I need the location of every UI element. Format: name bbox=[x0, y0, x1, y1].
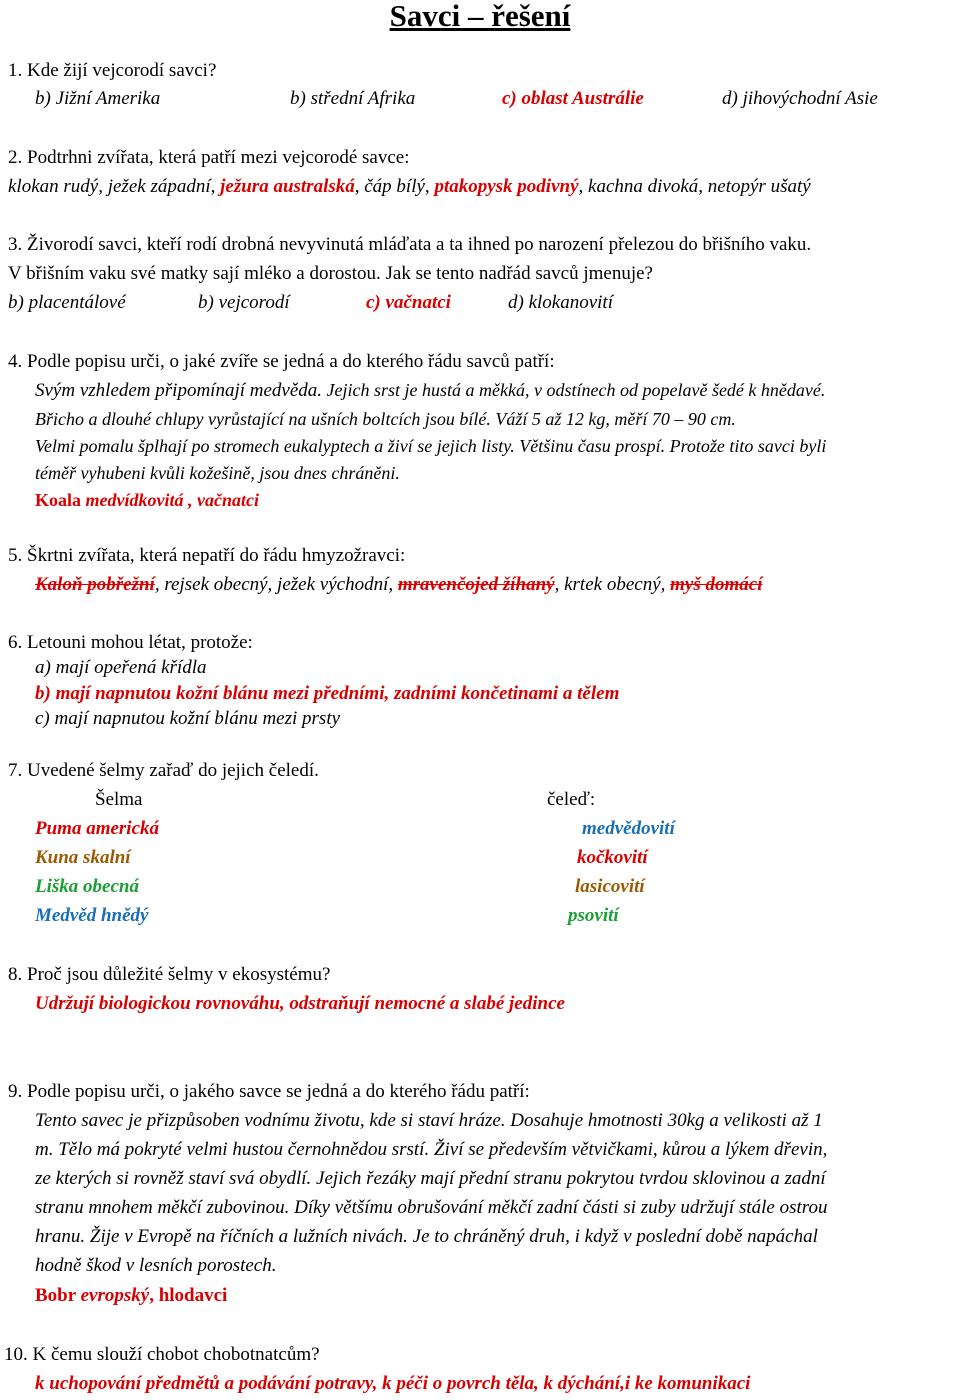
q4-answer: Koala medvídkovitá , vačnatci bbox=[35, 490, 259, 510]
q7-family-4: psovití bbox=[568, 905, 619, 926]
question-8: 8. Proč jsou důležité šelmy v ekosystému? bbox=[8, 964, 331, 985]
question-3-line-1: 3. Živorodí savci, kteří rodí drobná nevyvinutá mláďata a ta ihned po narození přelezou do břišního vaku. bbox=[8, 234, 812, 255]
q5-struck-1: Kaloň pobřežní bbox=[35, 574, 155, 595]
q3-option-2: b) vejcorodí bbox=[198, 292, 290, 313]
q9-description-3: ze kterých si rovněž staví svá obydlí. Jejich řezáky mají přední stranu pokrytou tvrdou sklovinou a zadní bbox=[35, 1168, 826, 1189]
question-7: 7. Uvedené šelmy zařaď do jejich čeledí. bbox=[8, 760, 319, 781]
question-3-line-2: V břišním vaku své matky sají mléko a dorostou. Jak se tento nadřád savců jmenuje? bbox=[8, 263, 653, 284]
q9-description-2: m. Tělo má pokryté velmi hustou černohnědou srstí. Živí se především větvičkami, kůrou a lýkem dřevin, bbox=[35, 1139, 828, 1160]
q4-description-1: Svým vzhledem připomínají medvěda. Jejich srst je hustá a měkká, v odstínech od popelavě šedé k hnědavé. bbox=[35, 380, 826, 401]
q3-option-4: d) klokanovití bbox=[508, 292, 613, 313]
q7-family-3: lasicovití bbox=[575, 876, 645, 897]
q1-option-2: b) střední Afrika bbox=[290, 88, 416, 109]
q9-description-1: Tento savec je přizpůsoben vodnímu životu, kde si staví hráze. Dosahuje hmotnosti 30kg a velikosti až 1 bbox=[35, 1110, 823, 1131]
question-6: 6. Letouni mohou létat, protože: bbox=[8, 632, 253, 653]
q7-animal-4: Medvěd hnědý bbox=[35, 905, 149, 926]
q2-answer-1: ježura australská bbox=[220, 176, 355, 197]
q1-option-1: b) Jižní Amerika bbox=[35, 88, 161, 109]
q7-animal-1: Puma americká bbox=[35, 818, 160, 839]
q9-description-5: hranu. Žije v Evropě na říčních a lužních nivách. Je to chráněný druh, i když v poslední době napáchal bbox=[35, 1226, 818, 1247]
q7-family-2: kočkovití bbox=[577, 847, 648, 868]
q4-description-3: Velmi pomalu šplhají po stromech eukalyptech a živí se jejich listy. Většinu času prospí. Protože tito savci byli bbox=[35, 436, 827, 456]
q2-animal-list: klokan rudý, ježek západní, ježura australská, čáp bílý, ptakopysk podivný, kachna divoká, netopýr ušatý bbox=[8, 176, 811, 197]
question-4: 4. Podle popisu urči, o jaké zvíře se jedná a do kterého řádu savců patří: bbox=[8, 351, 555, 372]
q4-description-4: téměř vyhubeni kvůli kožešině, jsou dnes chráněni. bbox=[35, 463, 400, 483]
q9-description-6: hodně škod v lesních porostech. bbox=[35, 1255, 277, 1276]
q3-option-1: b) placentálové bbox=[8, 292, 126, 313]
q10-answer: k uchopování předmětů a podávání potravy, k péči o povrch těla, k dýchání,i ke komunikaci bbox=[35, 1373, 751, 1394]
q5-struck-2: mravenčojed žíhaný bbox=[397, 574, 555, 595]
q7-animal-2: Kuna skalní bbox=[35, 847, 131, 868]
q1-option-4: d) jihovýchodní Asie bbox=[722, 88, 878, 109]
q7-animal-3: Liška obecná bbox=[35, 876, 139, 897]
q9-description-4: stranu mnohem měkčí zubovinou. Díky většímu obrušování měkčí zadní části si zuby udržují stále ostrou bbox=[35, 1197, 828, 1218]
q6-option-c: c) mají napnutou kožní blánu mezi prsty bbox=[35, 708, 341, 729]
q5-struck-3: myš domácí bbox=[670, 574, 763, 595]
q4-description-2: Břicho a dlouhé chlupy vyrůstající na ušních boltcích jsou bílé. Váží 5 až 12 kg, měří 70 – 90 cm. bbox=[35, 409, 736, 429]
q6-answer-option: b) mají napnutou kožní blánu mezi předními, zadními končetinami a tělem bbox=[35, 683, 620, 704]
question-2: 2. Podtrhni zvířata, která patří mezi vejcorodé savce: bbox=[8, 147, 410, 168]
q1-answer-option: c) oblast Austrálie bbox=[502, 88, 644, 109]
q9-answer: Bobr evropský, hlodavci bbox=[35, 1285, 228, 1306]
q2-answer-2: ptakopysk podivný bbox=[434, 176, 579, 197]
q3-answer-option: c) vačnatci bbox=[366, 292, 451, 313]
question-10: 10. K čemu slouží chobot chobotnatcům? bbox=[4, 1344, 320, 1365]
q5-animal-list: Kaloň pobřežní, rejsek obecný, ježek východní, mravenčojed žíhaný, krtek obecný, myš domácí bbox=[35, 574, 763, 595]
question-5: 5. Škrtni zvířata, která nepatří do řádu hmyzožravci: bbox=[8, 545, 406, 566]
q7-column-animal: Šelma bbox=[95, 789, 143, 810]
q7-column-family: čeleď: bbox=[547, 789, 596, 810]
q6-option-a: a) mají opeřená křídla bbox=[35, 657, 207, 678]
q8-answer: Udržují biologickou rovnováhu, odstraňují nemocné a slabé jedince bbox=[35, 993, 565, 1014]
q7-family-1: medvědovití bbox=[582, 818, 675, 839]
question-9: 9. Podle popisu urči, o jakého savce se jedná a do kterého řádu patří: bbox=[8, 1081, 530, 1102]
page-title: Savci – řešení bbox=[389, 0, 571, 33]
question-1: 1. Kde žijí vejcorodí savci? bbox=[8, 60, 217, 81]
